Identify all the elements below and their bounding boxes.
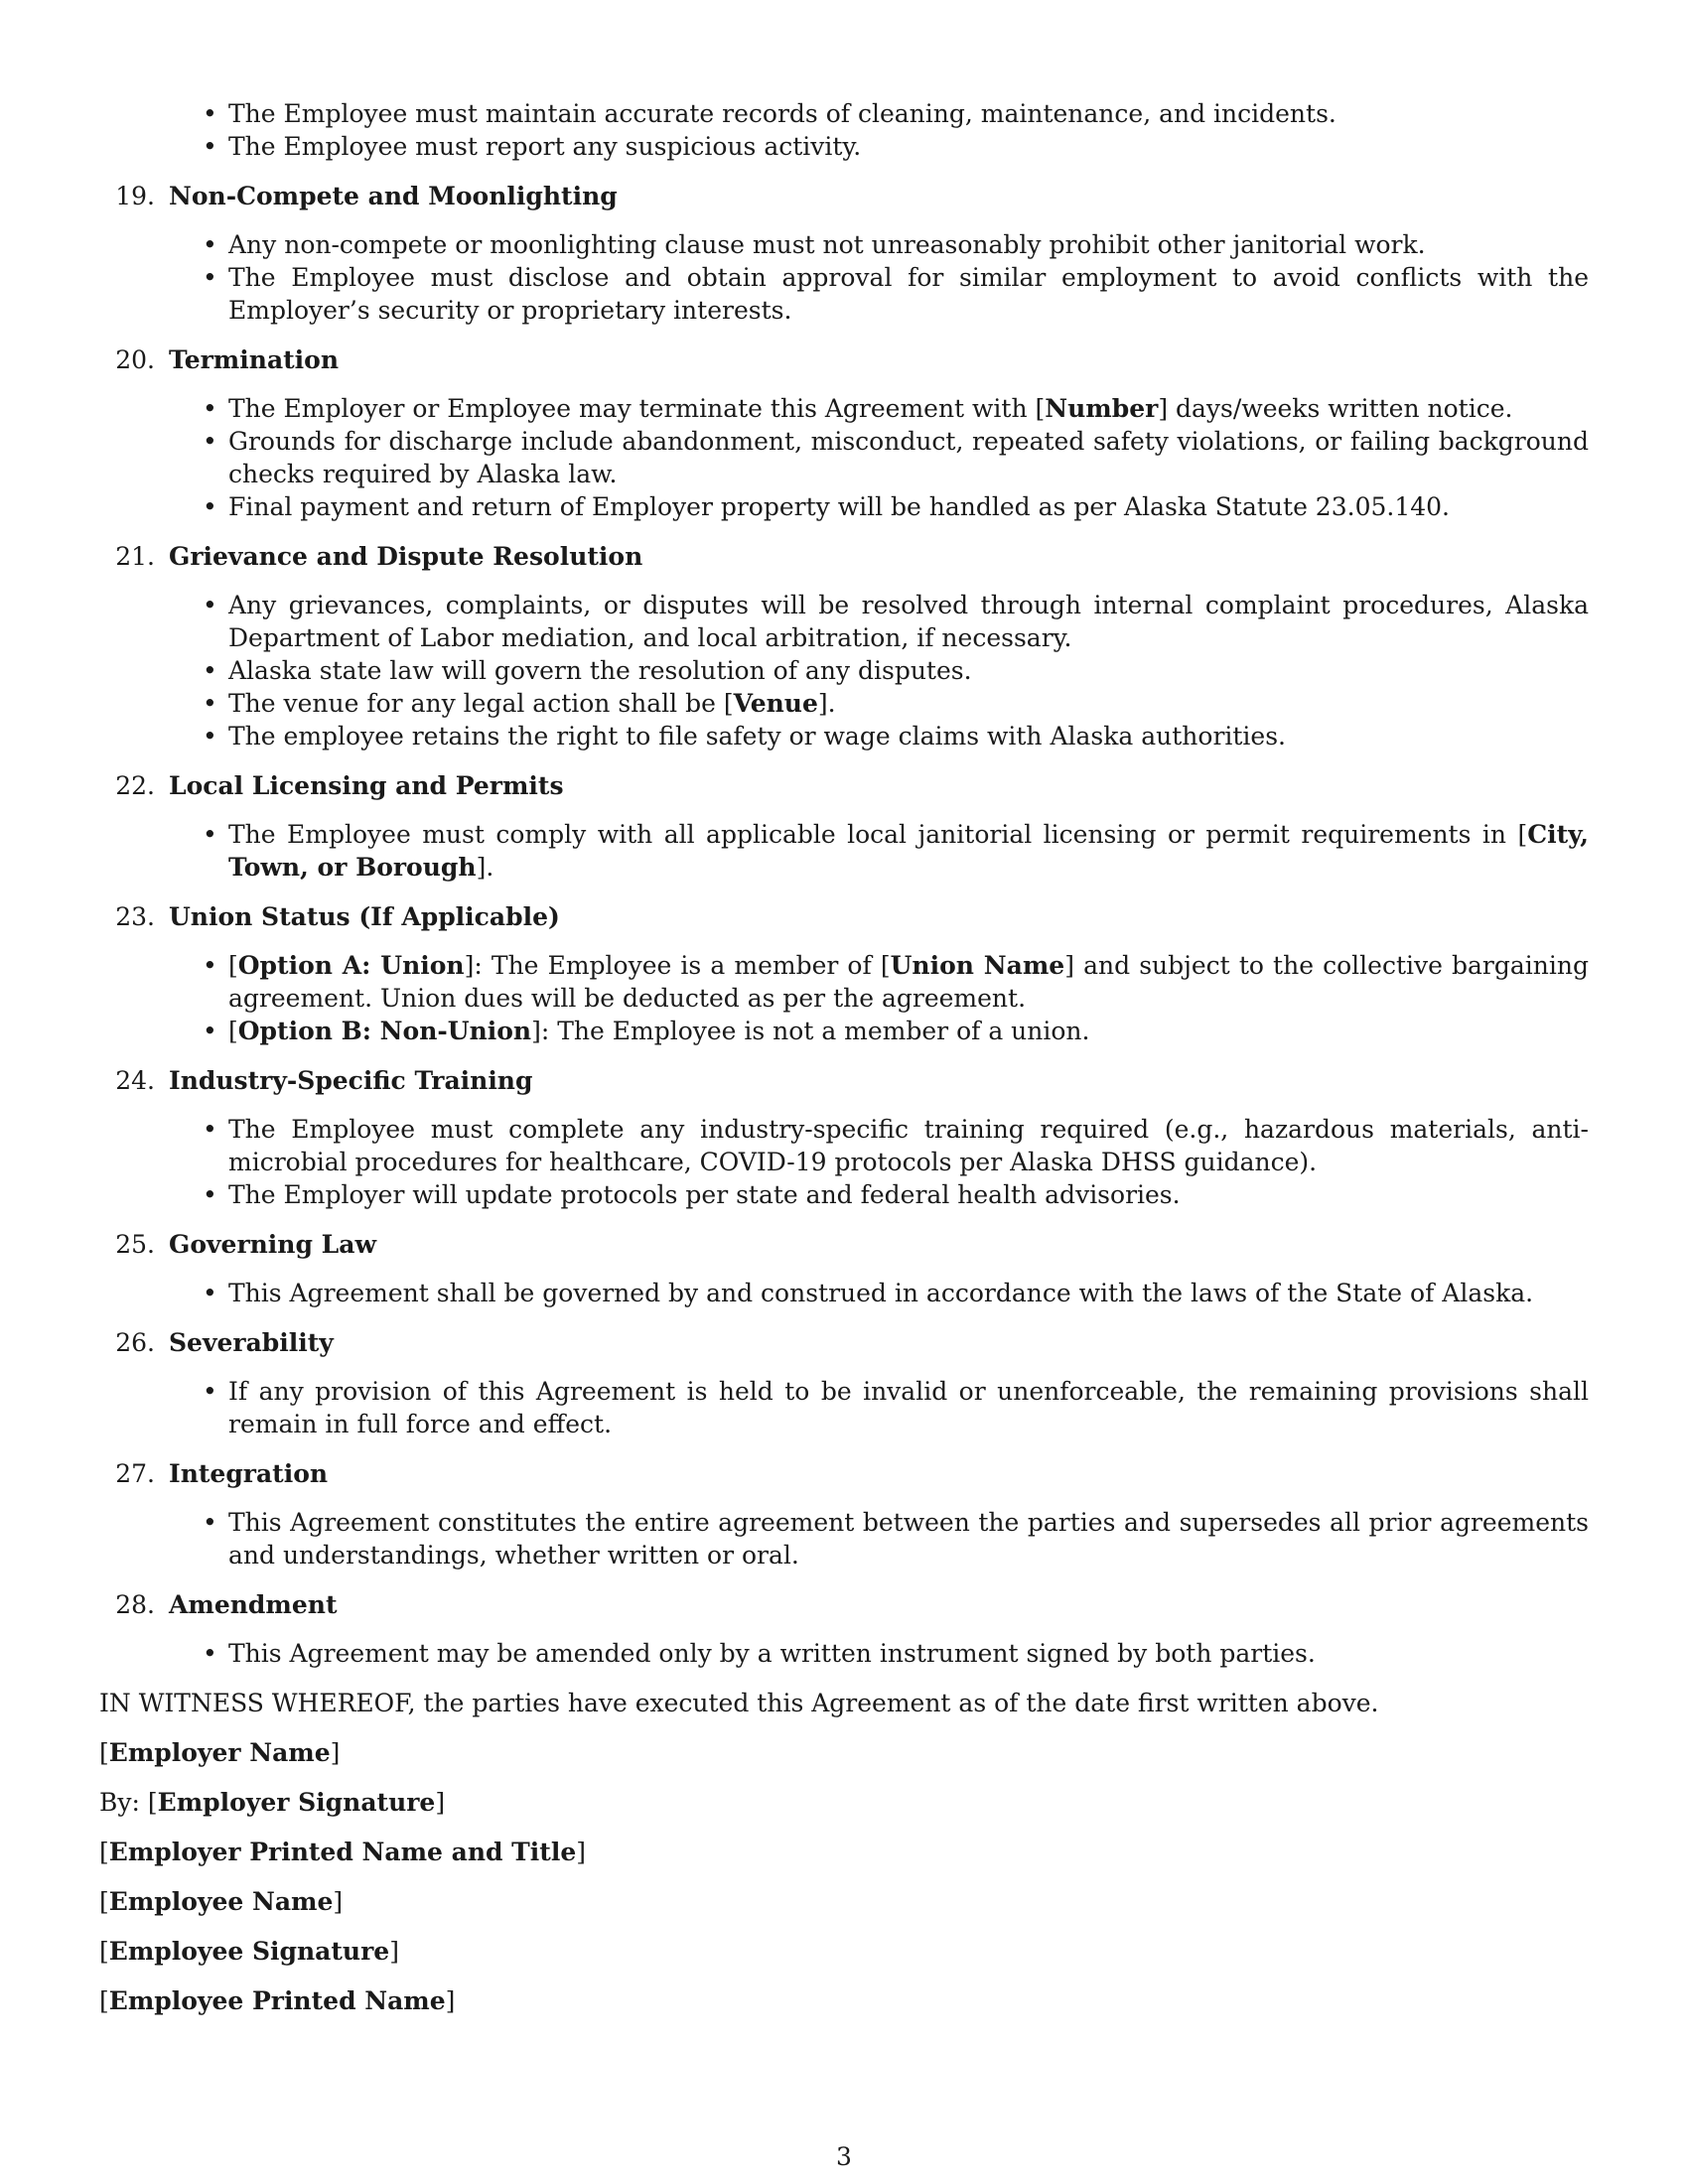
clause-text: If any provision of this Agreement is held to be invalid or unenforceable, the remaining provisions shall remain in full force and effect.	[228, 1377, 1589, 1438]
section-26	[99, 1326, 1589, 1440]
clause-text: This Agreement constitutes the entire agreement between the parties and supersedes all prior agreements and understandings, whether written or oral.	[228, 1508, 1589, 1570]
section-heading	[99, 540, 1589, 573]
section-number: 28.	[115, 1590, 155, 1619]
section-24	[99, 1064, 1589, 1211]
clause-text: ] and subject to the collective bargaining agreement. Union dues will be deducted as per the agreement.	[228, 951, 1589, 1013]
intro-bullet-list	[99, 97, 1589, 163]
signature-line: By: [Employer Signature]	[99, 1788, 446, 1817]
section-number: 23.	[115, 902, 155, 931]
section-22	[99, 769, 1589, 884]
section-27	[99, 1457, 1589, 1571]
clause-text: ] days/weeks written notice.	[1158, 394, 1513, 423]
list-item	[99, 1506, 1589, 1571]
section-21	[99, 540, 1589, 752]
section-heading	[99, 1326, 1589, 1359]
section-heading	[99, 1588, 1589, 1621]
signature-placeholder: Employer Name	[108, 1738, 331, 1767]
section-number: 24.	[115, 1066, 155, 1095]
list-item	[99, 720, 1589, 752]
section-heading	[99, 1064, 1589, 1097]
section-heading	[99, 1228, 1589, 1261]
signature-block	[99, 1736, 1589, 2017]
clause-text: Any grievances, complaints, or disputes will be resolved through internal complaint procedures, Alaska Department of Labor mediation, and local arbitration, if necessary.	[228, 591, 1589, 652]
clause-text: ].	[817, 689, 836, 718]
section-title: Non-Compete and Moonlighting	[169, 182, 618, 210]
placeholder-text: Number	[1045, 394, 1159, 423]
list-item	[99, 818, 1589, 884]
list-item	[99, 97, 1589, 130]
signature-line: [Employee Name]	[99, 1887, 344, 1916]
signature-placeholder: Employee Name	[108, 1887, 334, 1916]
list-item	[99, 1375, 1589, 1440]
section-heading	[99, 1457, 1589, 1490]
list-item	[99, 490, 1589, 523]
section-number: 21.	[115, 542, 155, 571]
section-20	[99, 343, 1589, 523]
section-title: Union Status (If Applicable)	[169, 902, 560, 931]
section-bullet-list	[99, 949, 1589, 1047]
section-bullet-list	[99, 818, 1589, 884]
list-item	[99, 589, 1589, 654]
section-title: Integration	[169, 1459, 329, 1488]
signature-placeholder: Employee Printed Name	[108, 1986, 446, 2015]
list-item	[99, 1277, 1589, 1309]
section-bullet-list	[99, 589, 1589, 752]
section-bullet-list	[99, 1506, 1589, 1571]
section-number: 20.	[115, 345, 155, 374]
section-title: Amendment	[169, 1590, 338, 1619]
page-number: 3	[836, 2142, 852, 2171]
section-number: 22.	[115, 771, 155, 800]
section-number: 25.	[115, 1230, 155, 1259]
list-item	[99, 1015, 1589, 1047]
clause-text: The venue for any legal action shall be [	[228, 689, 734, 718]
signature-prefix: By:	[99, 1788, 148, 1817]
section-heading	[99, 180, 1589, 212]
section-bullet-list	[99, 1277, 1589, 1309]
clause-text: The Employer will update protocols per state and federal health advisories.	[228, 1180, 1181, 1209]
section-title: Termination	[169, 345, 340, 374]
clause-text: The Employee must complete any industry-specific training required (e.g., hazardous materials, anti-microbial procedures for healthcare, COVID-19 protocols per Alaska DHSS guidance).	[228, 1115, 1589, 1176]
clause-text: This Agreement shall be governed by and construed in accordance with the laws of the State of Alaska.	[228, 1279, 1534, 1307]
clause-text: The Employee must maintain accurate records of cleaning, maintenance, and incidents.	[228, 99, 1336, 128]
section-bullet-list	[99, 1375, 1589, 1440]
section-bullet-list	[99, 392, 1589, 523]
list-item	[99, 1637, 1589, 1670]
section-25	[99, 1228, 1589, 1309]
section-28	[99, 1588, 1589, 1670]
list-item	[99, 1113, 1589, 1178]
section-title: Governing Law	[169, 1230, 376, 1259]
list-item	[99, 1178, 1589, 1211]
list-item	[99, 949, 1589, 1015]
signature-line: [Employer Name]	[99, 1738, 341, 1767]
placeholder-text: City, Town, or Borough	[228, 820, 1589, 882]
section-title: Local Licensing and Permits	[169, 771, 564, 800]
clause-text: The Employee must report any suspicious activity.	[228, 132, 862, 161]
placeholder-text: Option B: Non-Union	[237, 1017, 532, 1045]
section-19	[99, 180, 1589, 327]
signature-placeholder: Employer Signature	[157, 1788, 436, 1817]
list-item	[99, 228, 1589, 261]
placeholder-text: Venue	[733, 689, 818, 718]
numbered-sections	[99, 180, 1589, 1670]
clause-text: The Employee must disclose and obtain approval for similar employment to avoid conflicts with the Employer’s security or proprietary interests.	[228, 263, 1589, 325]
section-bullet-list	[99, 1113, 1589, 1211]
clause-text: ]: The Employee is a member of [	[464, 951, 891, 980]
clause-text: The employee retains the right to file safety or wage claims with Alaska authorities.	[228, 722, 1287, 751]
section-title: Severability	[169, 1328, 334, 1357]
clause-text: [	[228, 951, 238, 980]
clause-text: ].	[476, 853, 494, 882]
section-title: Industry-Specific Training	[169, 1066, 533, 1095]
clause-text: Alaska state law will govern the resolution of any disputes.	[228, 656, 972, 685]
document-page	[99, 97, 1589, 2017]
clause-text: The Employer or Employee may terminate this Agreement with [	[228, 394, 1046, 423]
signature-line: [Employee Printed Name]	[99, 1986, 456, 2015]
clause-text: Grounds for discharge include abandonment, misconduct, repeated safety violations, or failing background checks required by Alaska law.	[228, 427, 1589, 488]
signature-line: [Employer Printed Name and Title]	[99, 1838, 587, 1866]
placeholder-text: Union Name	[890, 951, 1065, 980]
clause-text: The Employee must comply with all applicable local janitorial licensing or permit requirements in [	[228, 820, 1528, 849]
section-heading	[99, 343, 1589, 376]
clause-text: Any non-compete or moonlighting clause must not unreasonably prohibit other janitorial work.	[228, 230, 1426, 259]
section-23	[99, 900, 1589, 1047]
section-bullet-list	[99, 1637, 1589, 1670]
section-number: 26.	[115, 1328, 155, 1357]
signature-line: [Employee Signature]	[99, 1937, 399, 1966]
clause-text: ]: The Employee is not a member of a union.	[531, 1017, 1090, 1045]
section-heading	[99, 900, 1589, 933]
signature-placeholder: Employer Printed Name and Title	[108, 1838, 577, 1866]
section-heading	[99, 769, 1589, 802]
section-title: Grievance and Dispute Resolution	[169, 542, 643, 571]
placeholder-text: Option A: Union	[237, 951, 465, 980]
witness-statement: IN WITNESS WHEREOF, the parties have executed this Agreement as of the date first written above.	[99, 1689, 1379, 1717]
list-item	[99, 130, 1589, 163]
section-bullet-list	[99, 228, 1589, 327]
section-number: 27.	[115, 1459, 155, 1488]
list-item	[99, 687, 1589, 720]
section-number: 19.	[115, 182, 155, 210]
clause-text: Final payment and return of Employer property will be handled as per Alaska Statute 23.05.140.	[228, 492, 1450, 521]
signature-placeholder: Employee Signature	[108, 1937, 390, 1966]
list-item	[99, 425, 1589, 490]
list-item	[99, 654, 1589, 687]
list-item	[99, 392, 1589, 425]
list-item	[99, 261, 1589, 327]
clause-text: This Agreement may be amended only by a written instrument signed by both parties.	[228, 1639, 1316, 1668]
clause-text: [	[228, 1017, 238, 1045]
